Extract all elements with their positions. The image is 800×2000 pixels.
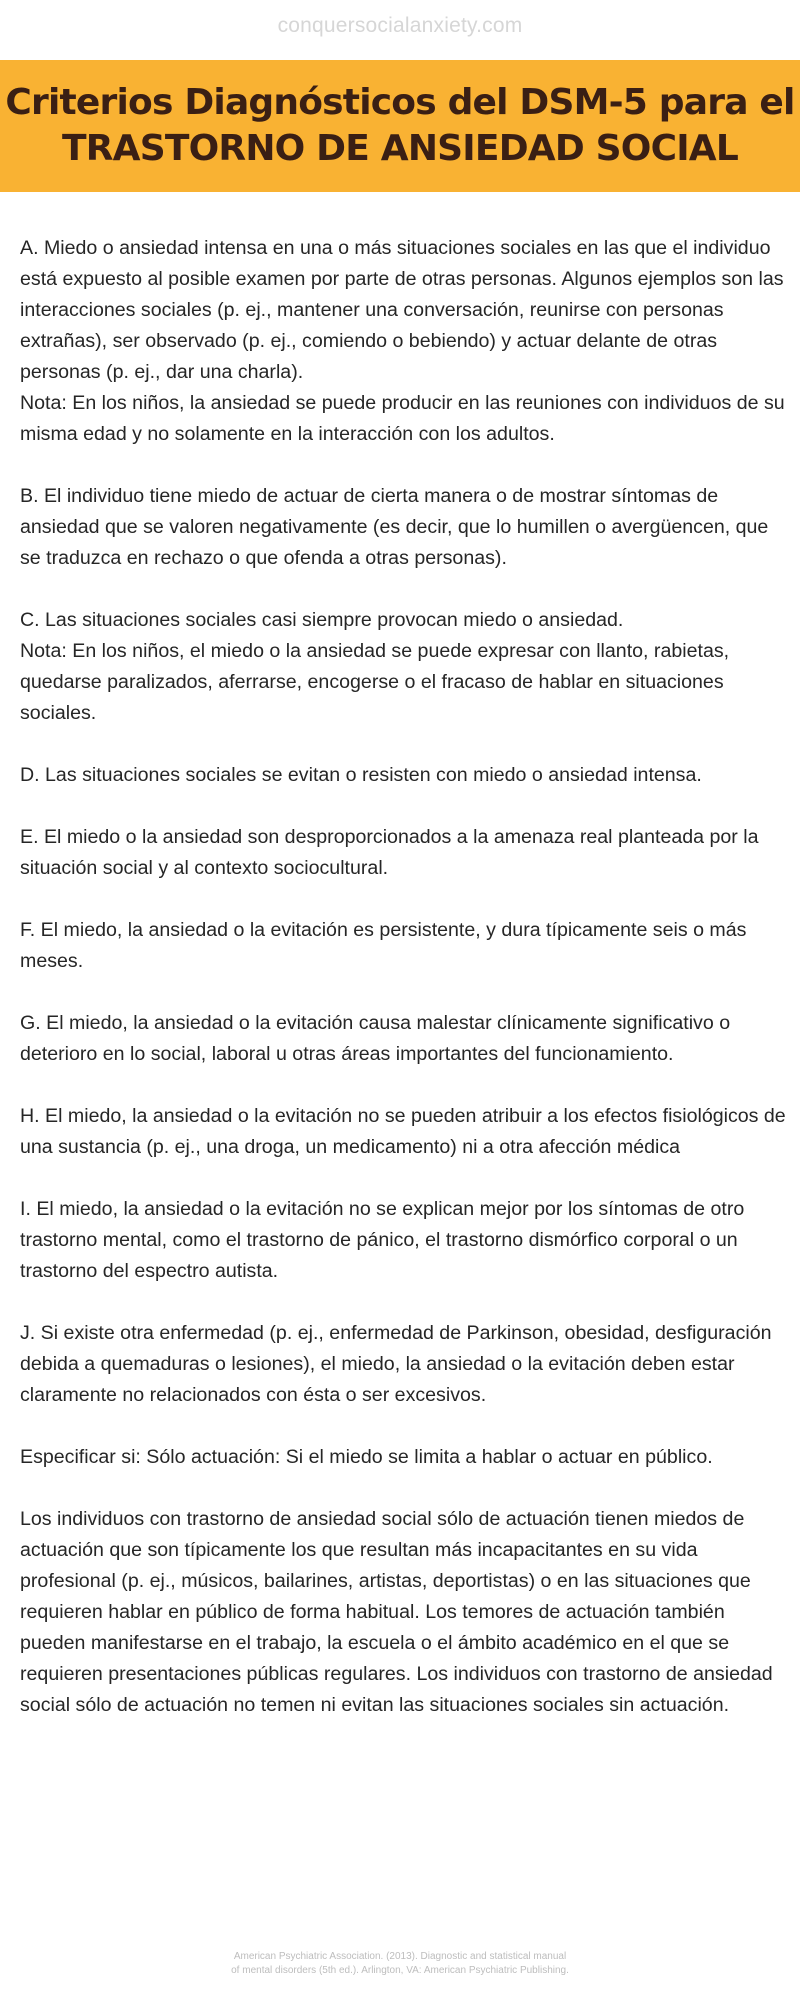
site-url: conquersocialanxiety.com: [277, 14, 523, 37]
criterion-h-text: H. El miedo, la ansiedad o la evitación no se pueden atribuir a los efectos fisiológicos de una sustancia (p. ej., una droga, un medicamento) ni a otra afección médica: [20, 1105, 786, 1158]
criterion-f: [20, 915, 790, 977]
criterion-a: [20, 233, 790, 450]
criterion-h: [20, 1101, 790, 1163]
criterion-d: [20, 760, 790, 791]
specifier-text: Especificar si: Sólo actuación: Si el miedo se limita a hablar o actuar en público.: [20, 1446, 713, 1468]
criterion-g-text: G. El miedo, la ansiedad o la evitación causa malestar clínicamente significativo o deterioro en lo social, laboral u otras áreas importantes del funcionamiento.: [20, 1012, 731, 1065]
citation-line-2: of mental disorders (5th ed.). Arlington, VA: American Psychiatric Publishing.: [231, 1965, 569, 1976]
criteria-list: [20, 233, 790, 1721]
title-banner: [0, 60, 800, 192]
page-title-line-2: TRASTORNO DE ANSIEDAD SOCIAL: [61, 128, 739, 169]
criterion-g: [20, 1008, 790, 1070]
specifier-note: [20, 1504, 790, 1721]
citation-line-1: American Psychiatric Association. (2013). Diagnostic and statistical manual: [233, 1951, 567, 1962]
criterion-a-note: Nota: En los niños, la ansiedad se puede producir en las reuniones con individuos de su misma edad y no solamente en la interacción con los adultos.: [20, 392, 785, 445]
criterion-e-text: E. El miedo o la ansiedad son desproporcionados a la amenaza real planteada por la situación social y al contexto sociocultural.: [20, 826, 759, 879]
criterion-j-text: J. Si existe otra enfermedad (p. ej., enfermedad de Parkinson, obesidad, desfiguración debida a quemaduras o lesiones), el miedo, la ansiedad o la evitación deben estar claramente no relacionados con ésta o ser excesivos.: [20, 1322, 772, 1406]
criterion-c-note: Nota: En los niños, el miedo o la ansiedad se puede expresar con llanto, rabietas, quedarse paralizados, aferrarse, encogerse o el fracaso de hablar en situaciones sociales.: [20, 640, 730, 724]
citation: [0, 1950, 800, 1978]
criterion-c: [20, 605, 790, 729]
specifier-note-text: Los individuos con trastorno de ansiedad social sólo de actuación tienen miedos de actuación que son típicamente los que resultan más incapacitantes en su vida profesional (p. ej., músicos, bailarines, artistas, deportistas) o en las situaciones que requieren hablar en público de forma habitual. Los temores de actuación también pueden manifestarse en el trabajo, la escuela o el ámbito académico en el que se requieren presentaciones públicas regulares. Los individuos con trastorno de ansiedad social sólo de actuación no temen ni evitan las situaciones sociales sin actuación.: [20, 1508, 773, 1716]
specifier: [20, 1442, 790, 1473]
criterion-b: [20, 481, 790, 574]
criterion-i-text: I. El miedo, la ansiedad o la evitación no se explican mejor por los síntomas de otro trastorno mental, como el trastorno de pánico, el trastorno dismórfico corporal o un trastorno del espectro autista.: [20, 1198, 745, 1282]
criterion-f-text: F. El miedo, la ansiedad o la evitación es persistente, y dura típicamente seis o más meses.: [20, 919, 747, 972]
criterion-j: [20, 1318, 790, 1411]
criterion-b-text: B. El individuo tiene miedo de actuar de cierta manera o de mostrar síntomas de ansiedad que se valoren negativamente (es decir, que lo humillen o avergüencen, que se traduzca en rechazo o que ofenda a otras personas).: [20, 485, 769, 569]
criterion-d-text: D. Las situaciones sociales se evitan o resisten con miedo o ansiedad intensa.: [20, 764, 702, 786]
criterion-c-text: C. Las situaciones sociales casi siempre provocan miedo o ansiedad.: [20, 609, 624, 631]
page-title-line-1: Criterios Diagnósticos del DSM-5 para el: [5, 82, 795, 123]
criterion-e: [20, 822, 790, 884]
criterion-a-text: A. Miedo o ansiedad intensa en una o más situaciones sociales en las que el individuo está expuesto al posible examen por parte de otras personas. Algunos ejemplos son las interacciones sociales (p. ej., mantener una conversación, reunirse con personas extrañas), ser observado (p. ej., comiendo o bebiendo) y actuar delante de otras personas (p. ej., dar una charla).: [20, 237, 784, 383]
criterion-i: [20, 1194, 790, 1287]
